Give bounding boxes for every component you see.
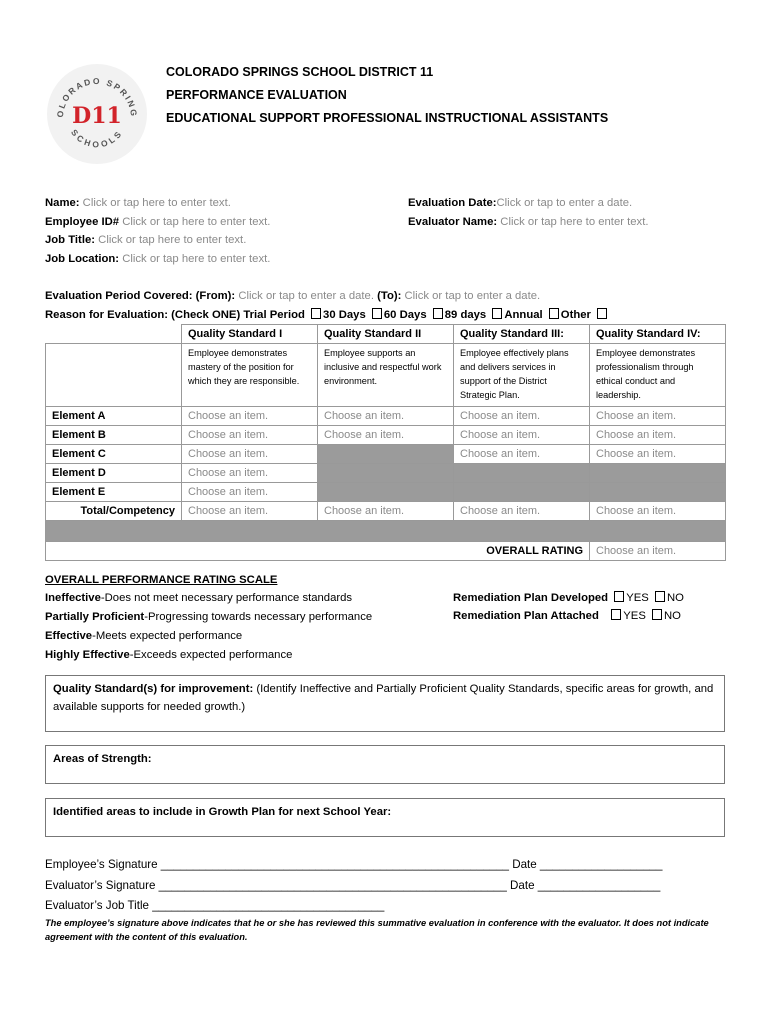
row-label: Element A [46, 407, 182, 426]
period-to-input[interactable]: Click or tap to enter a date. [404, 290, 541, 302]
rating-partially-proficient: Partially Proficient-Progressing towards necessary performance [45, 611, 373, 623]
checkbox-annual[interactable] [492, 308, 502, 319]
table-row [46, 464, 726, 483]
table-row [46, 483, 726, 502]
remediation-attached-no-checkbox[interactable] [652, 609, 662, 620]
standard-3-title: Quality Standard III: [454, 325, 590, 344]
row-label: Element E [46, 483, 182, 502]
checkbox-other[interactable] [549, 308, 559, 319]
rating-dropdown[interactable]: Choose an item. [182, 407, 318, 426]
disabled-cell [590, 483, 726, 502]
rating-dropdown[interactable]: Choose an item. [318, 407, 454, 426]
job-location-input[interactable]: Click or tap here to enter text. [122, 253, 271, 265]
row-label: Element C [46, 445, 182, 464]
job-title-field[interactable]: Job Title: Click or tap here to enter text. [45, 234, 247, 246]
rating-dropdown[interactable]: Choose an item. [318, 502, 454, 521]
rating-effective: Effective-Meets expected performance [45, 630, 243, 642]
rating-scale-title: OVERALL PERFORMANCE RATING SCALE [45, 574, 278, 586]
rating-dropdown[interactable]: Choose an item. [590, 407, 726, 426]
header-subtitle: EDUCATIONAL SUPPORT PROFESSIONAL INSTRUCTIONAL ASSISTANTS [166, 111, 609, 125]
rating-dropdown[interactable]: Choose an item. [454, 445, 590, 464]
overall-rating-label: OVERALL RATING [46, 542, 590, 561]
standard-3-desc: Employee effectively plans and delivers services in support of the District Strategic Plan. [454, 344, 590, 407]
row-label: Total/Competency [46, 502, 182, 521]
quality-standards-table [45, 324, 726, 561]
checkbox-89-days[interactable] [433, 308, 443, 319]
evaluation-reason: Reason for Evaluation: (Check ONE) Trial Period 30 Days 60 Days 89 days Annual Other [45, 306, 609, 325]
remediation-developed-no-checkbox[interactable] [655, 591, 665, 602]
evaluator-name-field[interactable]: Evaluator Name: Click or tap here to enter text. [408, 216, 649, 228]
name-field[interactable]: Name: Click or tap here to enter text. [45, 197, 231, 209]
disabled-cell [454, 483, 590, 502]
name-input[interactable]: Click or tap here to enter text. [82, 197, 231, 209]
rating-scale-list [45, 589, 372, 665]
improvement-box[interactable]: Quality Standard(s) for improvement: (Identify Ineffective and Partially Proficient Quality Standards, specific areas for growth, and available supports for needed growth.) [45, 675, 725, 732]
period-from-input[interactable]: Click or tap to enter a date. [238, 290, 374, 302]
rating-dropdown[interactable]: Choose an item. [590, 445, 726, 464]
header-title: PERFORMANCE EVALUATION [166, 88, 347, 102]
rating-dropdown[interactable]: Choose an item. [182, 483, 318, 502]
disabled-cell [590, 464, 726, 483]
evaluator-job-title-line[interactable]: Evaluator’s Job Title ____________________________________ [45, 899, 385, 912]
disabled-cell [318, 464, 454, 483]
rating-ineffective: Ineffective-Does not meet necessary performance standards [45, 592, 353, 604]
employee-id-field[interactable]: Employee ID# Click or tap here to enter text. [45, 216, 271, 228]
rating-highly-effective: Highly Effective-Exceeds expected performance [45, 649, 293, 661]
signature-note: The employee’s signature above indicates that he or she has reviewed this summative evaluation in conference with the evaluator. It does not indicate agreement with the content of this evaluation. [45, 918, 709, 942]
rating-dropdown[interactable]: Choose an item. [182, 426, 318, 445]
row-label: Element B [46, 426, 182, 445]
job-location-field[interactable]: Job Location: Click or tap here to enter text. [45, 253, 271, 265]
rating-dropdown[interactable]: Choose an item. [182, 464, 318, 483]
row-label: Element D [46, 464, 182, 483]
evaluator-signature-line[interactable]: Evaluator’s Signature ______________________________________________________ Date ___________________ [45, 879, 661, 892]
standard-1-title: Quality Standard I [182, 325, 318, 344]
disabled-cell [454, 464, 590, 483]
rating-dropdown[interactable]: Choose an item. [590, 426, 726, 445]
remediation-attached-yes-checkbox[interactable] [611, 609, 621, 620]
remediation-developed: Remediation Plan Developed YES NO [453, 592, 684, 604]
standard-2-title: Quality Standard II [318, 325, 454, 344]
evaluation-date-input[interactable]: Click or tap to enter a date. [496, 197, 633, 209]
standard-4-title: Quality Standard IV: [590, 325, 726, 344]
logo-top-text: OLORADO SPRING [54, 75, 140, 119]
logo-mark: D11 [72, 103, 122, 129]
disabled-cell [318, 483, 454, 502]
remediation-developed-yes-checkbox[interactable] [614, 591, 624, 602]
rating-dropdown[interactable]: Choose an item. [318, 426, 454, 445]
disabled-cell [318, 445, 454, 464]
checkbox-30-days[interactable] [311, 308, 321, 319]
overall-rating-dropdown[interactable]: Choose an item. [590, 542, 726, 561]
evaluator-name-input[interactable]: Click or tap here to enter text. [500, 216, 649, 228]
rating-dropdown[interactable]: Choose an item. [454, 502, 590, 521]
evaluation-period: Evaluation Period Covered: (From): Click or tap to enter a date. (To): Click or tap to enter a date. [45, 290, 541, 302]
rating-dropdown[interactable]: Choose an item. [454, 426, 590, 445]
rating-dropdown[interactable]: Choose an item. [590, 502, 726, 521]
checkbox-other-extra[interactable] [597, 308, 607, 319]
standard-1-desc: Employee demonstrates mastery of the position for which they are responsible. [182, 344, 318, 407]
district-logo [46, 63, 148, 165]
growth-plan-box[interactable]: Identified areas to include in Growth Plan for next School Year: [45, 798, 725, 837]
table-divider [46, 521, 726, 542]
employee-id-input[interactable]: Click or tap here to enter text. [122, 216, 271, 228]
logo-bottom-text: SCHOOLS [69, 127, 125, 150]
rating-dropdown[interactable]: Choose an item. [454, 407, 590, 426]
job-title-input[interactable]: Click or tap here to enter text. [98, 234, 247, 246]
table-row [46, 407, 726, 426]
rating-dropdown[interactable]: Choose an item. [182, 445, 318, 464]
checkbox-60-days[interactable] [372, 308, 382, 319]
table-row [46, 426, 726, 445]
remediation-attached: Remediation Plan Attached YES NO [453, 610, 681, 622]
standard-2-desc: Employee supports an inclusive and respectful work environment. [318, 344, 454, 407]
table-row [46, 445, 726, 464]
standard-4-desc: Employee demonstrates professionalism through ethical conduct and leadership. [590, 344, 726, 407]
table-row [46, 502, 726, 521]
employee-signature-line[interactable]: Employee’s Signature ______________________________________________________ Date ___________________ [45, 858, 663, 871]
strength-box[interactable]: Areas of Strength: [45, 745, 725, 784]
evaluation-date-field[interactable]: Evaluation Date:Click or tap to enter a date. [408, 197, 633, 209]
rating-dropdown[interactable]: Choose an item. [182, 502, 318, 521]
header-district: COLORADO SPRINGS SCHOOL DISTRICT 11 [166, 65, 434, 79]
